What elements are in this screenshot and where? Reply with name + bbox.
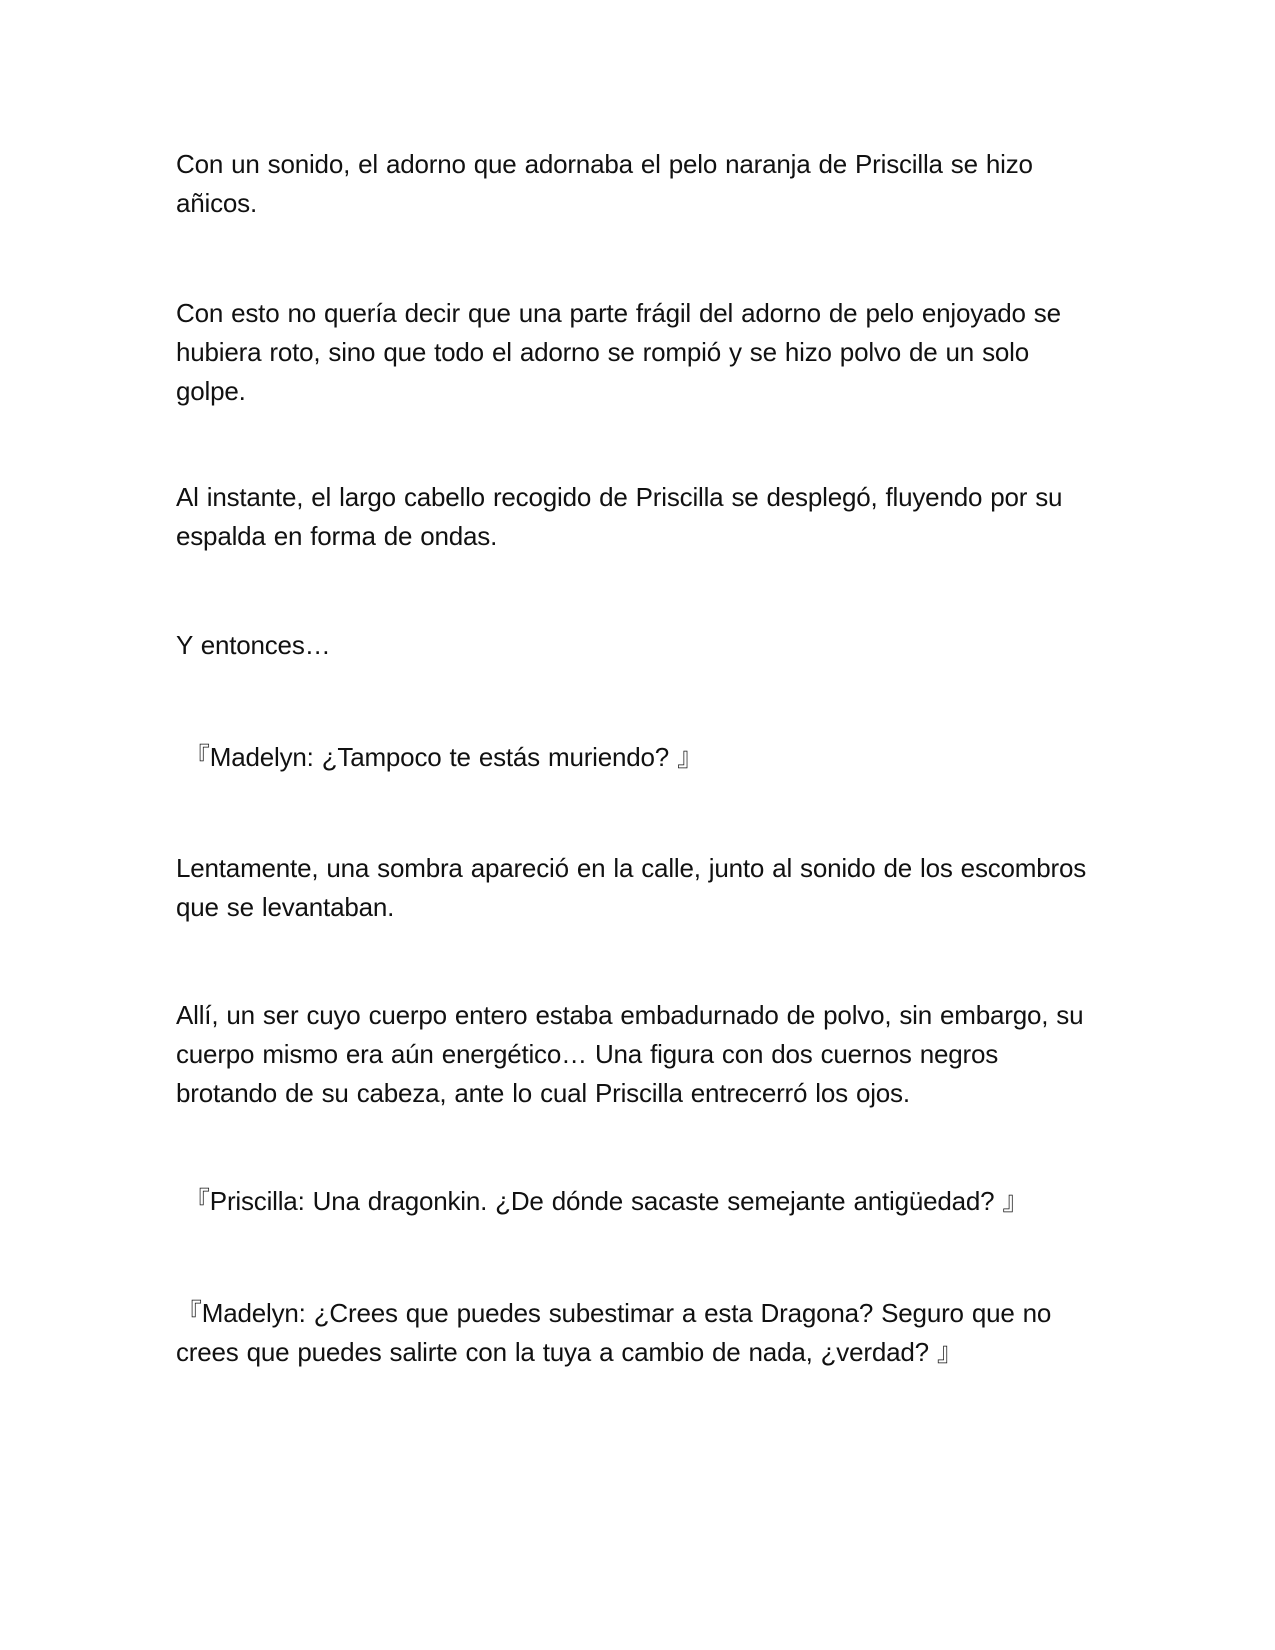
paragraph-4: Y entonces… [176,630,331,660]
paragraph-1: Con un sonido, el adorno que adornaba el pelo naranja de Priscilla se hizo añicos. [176,149,1033,218]
paragraph-6: Allí, un ser cuyo cuerpo entero estaba embadurnado de polvo, sin embargo, su cuerpo mismo era aún energético… Una figura con dos cuernos negros brotando de su cabeza, ante lo cual Priscilla entrecerró los ojos. [176,1000,1084,1108]
dialogue-priscilla-1: 『Priscilla: Una dragonkin. ¿De dónde sacaste semejante antigüedad? 』 [184,1186,1029,1216]
dialogue-madelyn-2: 『Madelyn: ¿Crees que puedes subestimar a esta Dragona? Seguro que no crees que puedes salirte con la tuya a cambio de nada, ¿verdad? 』 [176,1298,1052,1367]
paragraph-2: Con esto no quería decir que una parte frágil del adorno de pelo enjoyado se hubiera roto, sino que todo el adorno se rompió y se hizo polvo de un solo golpe. [176,298,1061,406]
paragraph-5: Lentamente, una sombra apareció en la calle, junto al sonido de los escombros que se levantaban. [176,853,1087,922]
paragraph-3: Al instante, el largo cabello recogido de Priscilla se desplegó, fluyendo por su espalda en forma de ondas. [176,482,1063,551]
dialogue-madelyn-1: 『Madelyn: ¿Tampoco te estás muriendo? 』 [184,742,703,772]
